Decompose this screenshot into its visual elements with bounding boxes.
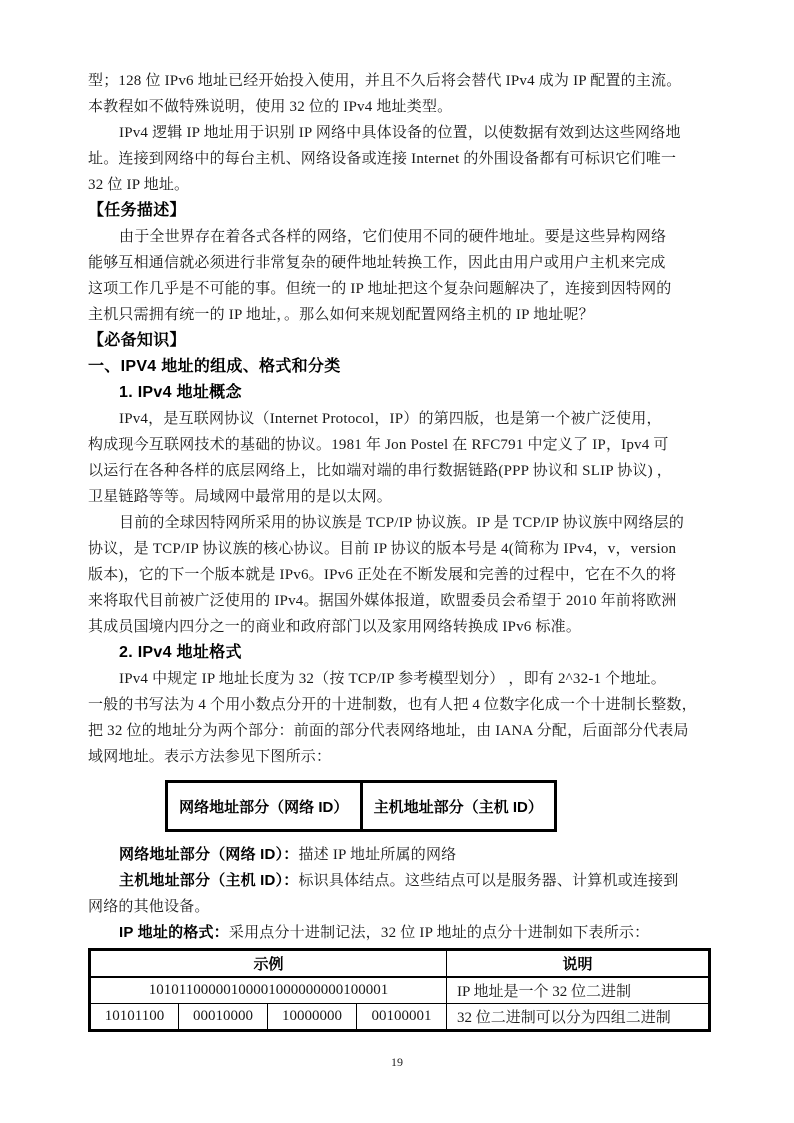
network-id-cell: 网络地址部分（网络 ID）: [179, 798, 349, 816]
header-explanation: 说明: [447, 950, 710, 977]
text-line: 协议，是 TCP/IP 协议族的核心协议。目前 IP 协议的版本号是 4(简称为 IPv4，v，version: [88, 541, 677, 557]
definition-term: 主机地址部分（主机 ID）：: [119, 872, 299, 889]
heading-subsection-1: 1. IPv4 地址概念: [119, 384, 242, 401]
octet-cell: 10101100: [90, 1004, 179, 1031]
page-body: [88, 68, 710, 1032]
binary-32bit-cell: 10101100000100001000000000100001: [90, 977, 447, 1004]
definition-host-id-continued: 网络的其他设备。: [88, 899, 210, 915]
definition-term: IP 地址的格式：: [119, 924, 229, 941]
definition-network-id: [88, 842, 710, 868]
heading-required-knowledge: 【必备知识】: [88, 332, 186, 349]
text-line: 目前的全球因特网所采用的协议族是 TCP/IP 协议族。IP 是 TCP/IP 协议族中网络层的: [119, 515, 685, 531]
heading-subsection-2: 2. IPv4 地址格式: [119, 644, 242, 661]
octet-cell: 00010000: [179, 1004, 268, 1031]
text-line: IPv4 逻辑 IP 地址用于识别 IP 网络中具体设备的位置，以使数据有效到达这些网络地: [119, 125, 681, 141]
definition-term: 网络地址部分（网络 ID）：: [119, 846, 299, 863]
host-id-cell: 主机地址部分（主机 ID）: [360, 783, 555, 829]
text-line: 能够互相通信就必须进行非常复杂的硬件地址转换工作，因此由用户或用户主机来完成: [88, 255, 666, 271]
heading-task-description: 【任务描述】: [88, 202, 186, 219]
definition-text: 描述 IP 地址所属的网络: [298, 847, 457, 863]
text-line: 其成员国境内四分之一的商业和政府部门以及家用网络转换成 IPv6 标准。: [88, 619, 582, 635]
definition-ip-format: [88, 920, 710, 946]
text-line: 32 位 IP 地址。: [88, 177, 190, 193]
text-line: 版本)，它的下一个版本就是 IPv6。IPv6 正处在不断发展和完善的过程中，它在不久的将: [88, 567, 677, 583]
definition-host-id: [88, 868, 710, 894]
text-line: 型；128 位 IPv6 地址已经开始投入使用，并且不久后将会替代 IPv4 成为 IP 配置的主流。: [88, 73, 682, 89]
text-line: 由于全世界存在着各式各样的网络，它们使用不同的硬件地址。要是这些异构网络: [119, 229, 667, 245]
text-line: 一般的书写法为 4 个用小数点分开的十进制数，也有人把 4 位数字化成一个十进制长整数，: [88, 697, 697, 713]
text-line: 域网地址。表示方法参见下图所示：: [88, 749, 332, 765]
text-line: IPv4，是互联网协议（Internet Protocol，IP）的第四版，也是第一个被广泛使用，: [119, 411, 662, 427]
explanation-cell: IP 地址是一个 32 位二进制: [447, 977, 710, 1004]
heading-section-1: 一、IPV4 地址的组成、格式和分类: [88, 358, 341, 375]
text-line: 来将取代目前被广泛使用的 IPv4。据国外媒体报道，欧盟委员会希望于 2010 年前将欧洲: [88, 593, 677, 609]
text-line: 这项工作几乎是不可能的事。但统一的 IP 地址把这个复杂问题解决了，连接到因特网的: [88, 281, 672, 297]
text-line: 主机只需拥有统一的 IP 地址，。那么如何来规划配置网络主机的 IP 地址呢？: [88, 307, 594, 323]
definition-text: 采用点分十进制记法，32 位 IP 地址的点分十进制如下表所示：: [228, 925, 650, 941]
text-line: 卫星链路等等。局域网中最常用的是以太网。: [88, 489, 393, 505]
definition-text: 标识具体结点。这些结点可以是服务器、计算机或连接到: [298, 873, 679, 889]
text-line: 本教程如不做特殊说明，使用 32 位的 IPv4 地址类型。: [88, 99, 453, 115]
explanation-cell: 32 位二进制可以分为四组二进制: [447, 1004, 710, 1031]
dotted-decimal-table: [88, 948, 711, 1032]
octet-cell: 10000000: [268, 1004, 357, 1031]
text-line: IPv4 中规定 IP 地址长度为 32（按 TCP/IP 参考模型划分） ，即有 2^32-1 个地址。: [119, 671, 666, 687]
ip-address-structure-diagram: [165, 780, 557, 832]
text-line: 构成现今互联网技术的基础的协议。1981 年 Jon Postel 在 RFC791 中定义了 IP，Ipv4 可: [88, 437, 669, 453]
text-line: 址。连接到网络中的每台主机、网络设备或连接 Internet 的外围设备都有可标识它们唯一: [88, 151, 677, 167]
table-row: [90, 1004, 710, 1031]
text-line: 把 32 位的地址分为两个部分：前面的部分代表网络地址，由 IANA 分配，后面部分代表局: [88, 723, 689, 739]
table-row: [90, 977, 710, 1004]
octet-cell: 00100001: [357, 1004, 447, 1031]
table-header-row: [90, 950, 710, 977]
text-line: 以运行在各种各样的底层网络上，比如端对端的串行数据链路(PPP 协议和 SLIP 协议) ，: [88, 463, 672, 479]
page-number: 19: [391, 1055, 403, 1069]
header-example: 示例: [90, 950, 447, 977]
